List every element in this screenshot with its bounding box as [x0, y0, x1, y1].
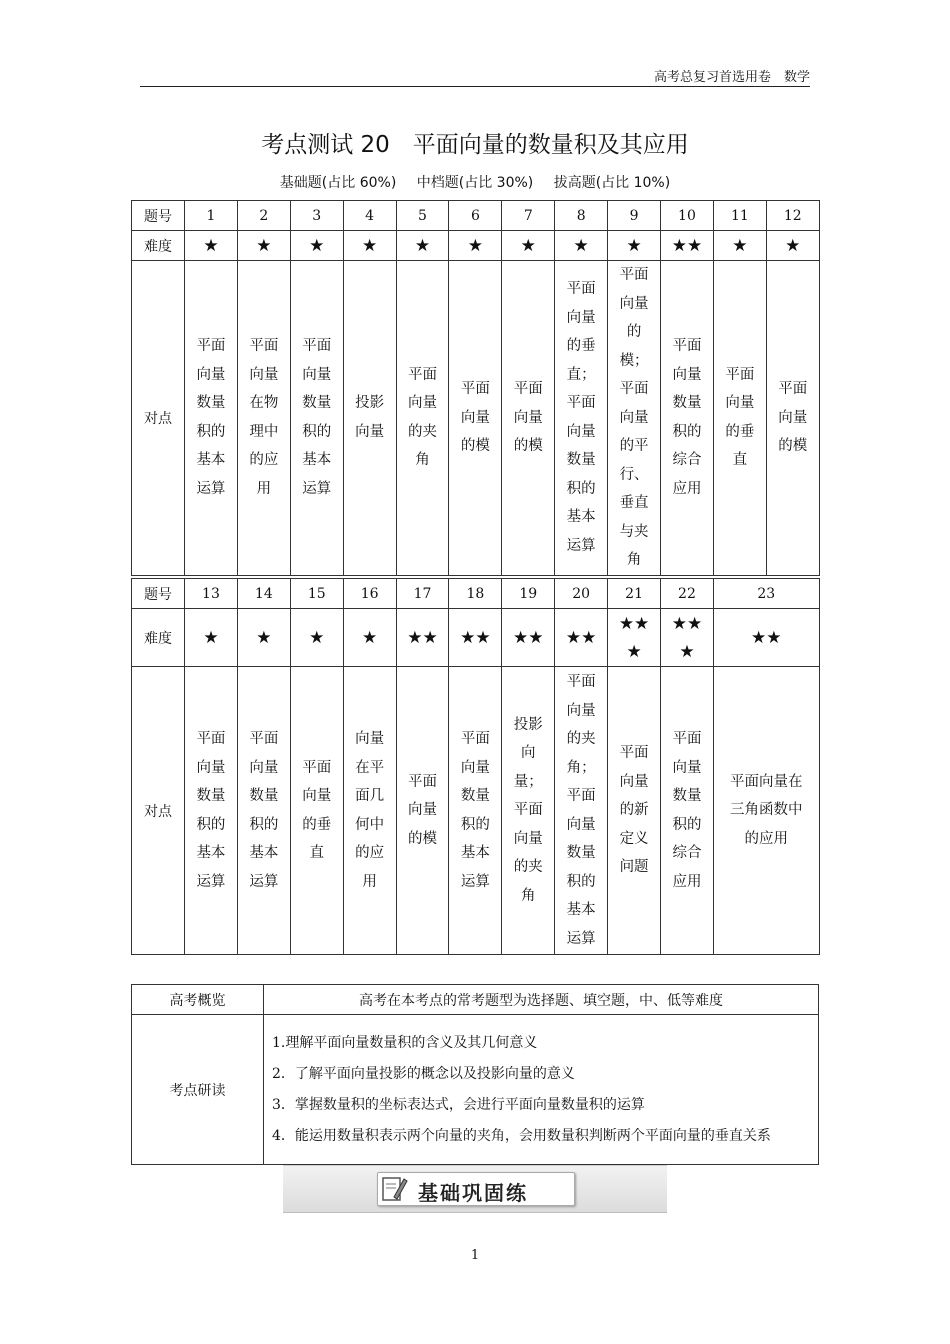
difficulty-stars — [555, 231, 608, 261]
difficulty-stars-text: ★★★ — [671, 613, 703, 662]
topic-cell — [555, 667, 608, 955]
header-text: 高考总复习首选用卷 数学 — [653, 70, 810, 85]
difficulty-stars-text: ★ — [785, 235, 801, 256]
question-number: 15 — [290, 579, 343, 609]
difficulty-stars — [396, 231, 449, 261]
difficulty-stars-text: ★★ — [671, 235, 703, 256]
topic-cell-text: 平面向量数量积的综合应用 — [672, 338, 702, 497]
difficulty-stars — [290, 231, 343, 261]
topic-cell-text: 投影向量；平面向量的夹角 — [513, 716, 543, 904]
topic-cell — [449, 667, 502, 955]
row-label: 题号 — [132, 201, 185, 231]
difficulty-stars-text: ★ — [309, 627, 325, 648]
table-row — [132, 231, 820, 261]
topic-cell-text: 平面向量的模 — [408, 773, 437, 847]
study-item: 2．了解平面向量投影的概念以及投影向量的意义 — [272, 1065, 575, 1082]
topic-cell — [185, 261, 238, 576]
difficulty-stars-text: ★ — [732, 235, 748, 256]
overview-text: 高考在本考点的常考题型为选择题、填空题，中、低等难度 — [264, 985, 819, 1015]
row-label: 对点 — [132, 261, 185, 576]
difficulty-stars — [449, 231, 502, 261]
overview-label: 高考概览 — [132, 985, 264, 1015]
difficulty-stars — [396, 609, 449, 667]
topic-cell-text: 平面向量数量积的基本运算 — [196, 731, 226, 890]
topic-cell-text: 平面向量的模；平面向量的平行、垂直与夹角 — [619, 267, 649, 568]
difficulty-stars-text: ★ — [203, 235, 219, 256]
topic-cell-text: 平面向量在三角函数中的应用 — [730, 773, 803, 847]
question-number: 7 — [502, 201, 555, 231]
difficulty-stars — [343, 231, 396, 261]
topic-cell-text: 向量在平面几何中的应用 — [355, 731, 385, 890]
topic-cell-text: 平面向量数量积的综合应用 — [672, 731, 702, 890]
table-row — [132, 609, 820, 667]
difficulty-stars — [237, 609, 290, 667]
topic-cell-text: 平面向量的模 — [778, 381, 808, 454]
basic-ratio: 基础题(占比 60%) — [279, 175, 397, 191]
question-number: 18 — [449, 579, 502, 609]
topic-cell-text: 平面向量的模 — [513, 381, 543, 454]
difficulty-stars-text: ★ — [256, 627, 272, 648]
question-number: 21 — [608, 579, 661, 609]
row-label: 难度 — [132, 609, 185, 667]
difficulty-stars — [713, 231, 766, 261]
difficulty-stars — [449, 609, 502, 667]
topic-cell — [237, 261, 290, 576]
difficulty-stars-text: ★ — [414, 235, 431, 256]
question-number: 3 — [290, 201, 343, 231]
question-number: 13 — [185, 579, 238, 609]
question-number: 2 — [237, 201, 290, 231]
topic-cell-text: 平面向量数量积的基本运算 — [196, 338, 226, 497]
question-number: 16 — [343, 579, 396, 609]
table-row — [132, 985, 819, 1015]
topic-cell-text: 平面向量数量积的基本运算 — [460, 731, 490, 890]
difficulty-stars — [661, 609, 714, 667]
topic-cell-text: 平面向量的垂直 — [302, 759, 332, 861]
difficulty-stars — [502, 609, 555, 667]
difficulty-stars — [713, 609, 819, 667]
topic-cell — [608, 667, 661, 955]
question-number: 4 — [343, 201, 396, 231]
topic-cell-text: 平面向量的夹角 — [408, 366, 437, 469]
difficulty-stars-text: ★ — [361, 627, 378, 648]
topic-cell — [290, 667, 343, 955]
banner-text: 基础巩固练 — [418, 1181, 528, 1205]
difficulty-stars — [555, 609, 608, 667]
question-number: 22 — [661, 579, 714, 609]
question-table-1 — [131, 200, 820, 576]
table-row — [132, 667, 820, 955]
table-row — [132, 261, 820, 576]
row-label: 题号 — [132, 579, 185, 609]
question-number: 9 — [608, 201, 661, 231]
topic-cell-text: 平面向量的垂直 — [725, 366, 755, 469]
difficulty-stars-text: ★ — [573, 235, 589, 256]
topic-cell — [766, 261, 819, 576]
difficulty-stars-text: ★ — [626, 235, 642, 256]
difficulty-stars — [502, 231, 555, 261]
question-number: 11 — [713, 201, 766, 231]
question-number: 17 — [396, 579, 449, 609]
study-item: 1.理解平面向量数量积的含义及其几何意义 — [272, 1034, 538, 1051]
row-label: 难度 — [132, 231, 185, 261]
topic-cell — [396, 667, 449, 955]
difficulty-stars-text: ★ — [203, 627, 219, 648]
difficulty-stars — [290, 609, 343, 667]
difficulty-stars — [766, 231, 819, 261]
topic-cell — [713, 667, 819, 955]
study-item: 4．能运用数量积表示两个向量的夹角，会用数量积判断两个平面向量的垂直关系 — [272, 1127, 771, 1144]
difficulty-stars-text: ★★ — [565, 627, 597, 648]
row-label: 对点 — [132, 667, 185, 955]
high-ratio: 拔高题(占比 10%) — [553, 175, 671, 191]
table-row — [132, 579, 820, 609]
question-number: 6 — [449, 201, 502, 231]
study-items — [264, 1015, 819, 1165]
topic-cell — [343, 261, 396, 576]
topic-cell — [661, 667, 714, 955]
difficulty-stars-text: ★★ — [460, 627, 491, 648]
page-number: 1 — [470, 1248, 480, 1263]
difficulty-stars-text: ★ — [309, 235, 325, 256]
topic-cell — [237, 667, 290, 955]
topic-cell-text: 平面向量的垂直；平面向量数量积的基本运算 — [566, 281, 596, 554]
difficulty-stars — [185, 231, 238, 261]
difficulty-stars — [343, 609, 396, 667]
topic-cell — [290, 261, 343, 576]
difficulty-stars — [608, 609, 661, 667]
topic-cell-text: 平面向量在物理中的应用 — [249, 338, 279, 497]
study-label: 考点研读 — [132, 1015, 264, 1165]
question-number: 19 — [502, 579, 555, 609]
difficulty-stars-text: ★ — [520, 235, 536, 256]
topic-cell — [502, 667, 555, 955]
page-header — [140, 62, 810, 87]
topic-cell — [502, 261, 555, 576]
difficulty-stars-text: ★ — [256, 235, 272, 256]
section-banner — [283, 1165, 667, 1213]
pen-icon — [382, 1175, 408, 1203]
question-number: 20 — [555, 579, 608, 609]
overview-table — [131, 984, 819, 1165]
banner-box — [377, 1172, 575, 1206]
difficulty-ratio — [0, 172, 950, 192]
question-number: 12 — [766, 201, 819, 231]
difficulty-stars-text: ★★ — [751, 627, 782, 648]
question-number: 1 — [185, 201, 238, 231]
topic-cell-text: 平面向量数量积的基本运算 — [249, 731, 279, 890]
mid-ratio: 中档题(占比 30%) — [416, 175, 534, 191]
topic-cell — [608, 261, 661, 576]
topic-cell — [343, 667, 396, 955]
difficulty-stars — [185, 609, 238, 667]
difficulty-stars — [661, 231, 714, 261]
table-row — [132, 1015, 819, 1165]
difficulty-stars-text: ★★ — [407, 627, 438, 648]
page-title: 考点测试 20 平面向量的数量积及其应用 — [261, 132, 689, 158]
difficulty-stars-text: ★★★ — [618, 613, 650, 662]
topic-cell-text: 平面向量的模 — [460, 381, 490, 454]
question-number: 10 — [661, 201, 714, 231]
difficulty-stars — [237, 231, 290, 261]
difficulty-stars — [608, 231, 661, 261]
question-table-2 — [131, 578, 820, 955]
difficulty-stars-text: ★ — [467, 235, 484, 256]
difficulty-stars-text: ★ — [361, 235, 378, 256]
topic-cell-text: 投影向量 — [355, 395, 385, 440]
question-number: 5 — [396, 201, 449, 231]
table-row — [132, 201, 820, 231]
topic-cell — [661, 261, 714, 576]
topic-cell-text: 平面向量的新定义问题 — [619, 745, 649, 876]
topic-cell — [713, 261, 766, 576]
question-number: 23 — [713, 579, 819, 609]
topic-cell — [185, 667, 238, 955]
topic-cell — [449, 261, 502, 576]
topic-cell — [555, 261, 608, 576]
study-item: 3．掌握数量积的坐标表达式，会进行平面向量数量积的运算 — [272, 1096, 645, 1113]
topic-cell-text: 平面向量数量积的基本运算 — [302, 338, 332, 497]
question-number: 14 — [237, 579, 290, 609]
topic-cell-text: 平面向量的夹角；平面向量数量积的基本运算 — [566, 674, 596, 947]
difficulty-stars-text: ★★ — [513, 627, 544, 648]
topic-cell — [396, 261, 449, 576]
question-number: 8 — [555, 201, 608, 231]
